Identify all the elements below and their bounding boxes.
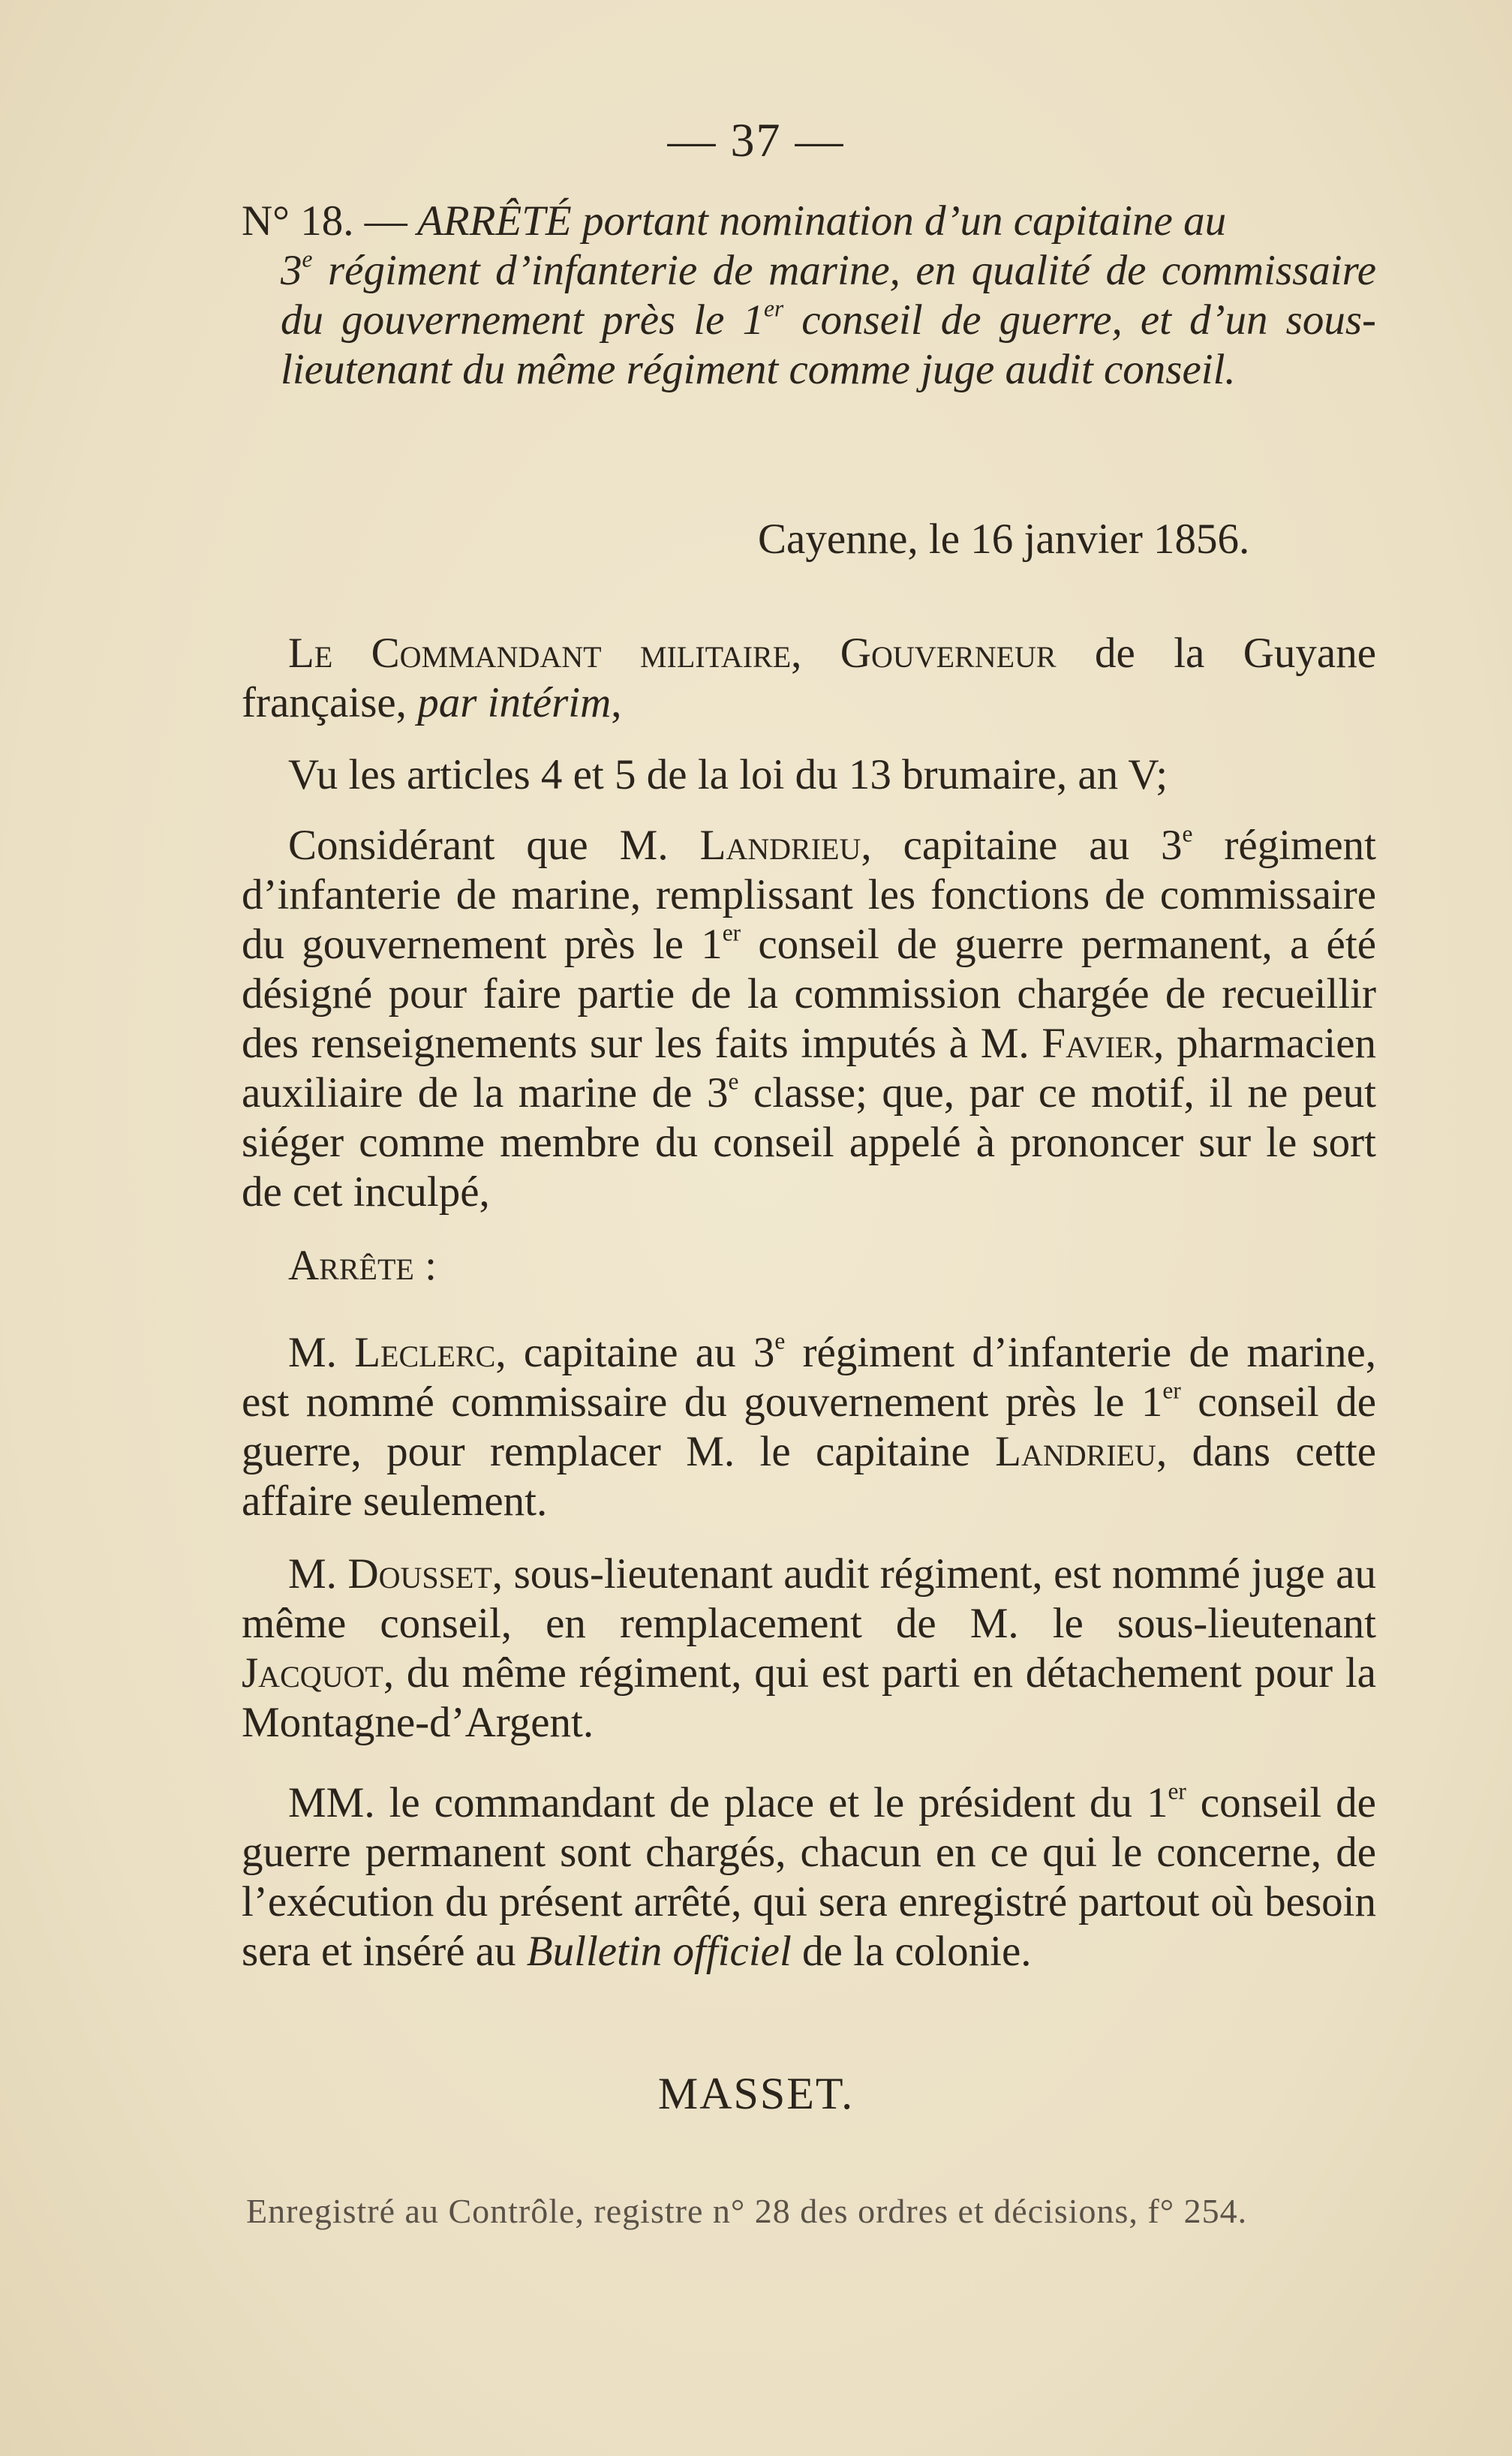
decree-title [242,197,1376,395]
art3-sup-1: er [1168,1778,1186,1805]
cons-d: conseil de guerre permanent, a été désigné pour faire partie de la commission chargée de recueillir des renseignements sur les faits imputés à M. [242,921,1376,1067]
commandant-rest: de la Guyane française, [242,630,1376,726]
art3-c: de la colonie. [791,1928,1032,1975]
cons-f: classe; que, par ce motif, il ne peut siéger comme membre du conseil appelé à prononcer sur le sort de cet inculpé, [242,1069,1376,1216]
name-landrieu: Landrieu [699,822,861,869]
cons-sup-3: e [728,1068,739,1095]
name-leclerc: Leclerc [354,1329,496,1376]
commandant-end: , [611,679,622,726]
cons-e: , pharmacien auxiliaire de la marine de 3 [242,1020,1376,1117]
art1-b: , capitaine au 3 [495,1329,775,1376]
title-text-2b: régiment d’infanterie de marine, en qualité de commissaire du gouvernement près le 1 [281,247,1376,344]
art1-sup-2: er [1162,1377,1181,1404]
name-dousset: Dousset [347,1550,492,1598]
bulletin-officiel: Bulletin officiel [526,1928,792,1975]
commandant-interim: par intérim [417,679,612,726]
art3-b: conseil de guerre permanent sont chargés, chacun en ce qui le concerne, de l’exécution du présent arrêté, qui sera enregistré partout où besoin sera et inséré au [242,1779,1376,1975]
commandant-title: Le Commandant militaire, Gouverneur [288,630,1057,677]
art1-d: conseil de guerre, pour remplacer M. le capitaine [242,1378,1376,1475]
title-continuation [242,246,1376,395]
cons-c: régiment d’infanterie de marine, remplissant les fonctions de commissaire du gouvernement près le 1 [242,822,1377,968]
art3-a: MM. le commandant de place et le président du 1 [288,1779,1168,1826]
registration-note: Enregistré au Contrôle, registre n° 28 des ordres et décisions, f° 254. [246,2192,1248,2230]
decree-number: N° 18. [242,197,354,245]
title-text-1: ARRÊTÉ portant nomination d’un capitaine au [416,197,1227,245]
title-text-2c: conseil de guerre, et d’un sous-lieutenant du même régiment comme juge audit conseil. [281,296,1376,393]
article-2 [242,1550,1376,1748]
article-3 [242,1778,1376,1977]
title-sup-2: er [764,295,784,322]
name-favier: Favier [1042,1020,1154,1067]
art2-c: , du même régiment, qui est parti en détachement pour la Montagne-d’Argent. [242,1649,1376,1746]
vu-text: Vu les articles 4 et 5 de la loi du 13 brumaire, an V; [288,751,1168,798]
art2-a: M. [288,1550,348,1598]
name-landrieu-2: Landrieu [995,1428,1156,1475]
paragraph-vu [242,750,1376,800]
title-text-2a: 3 [281,247,302,294]
article-1 [242,1328,1376,1526]
cons-a: Considérant que M. [288,822,700,869]
paragraph-commandant [242,629,1376,728]
place-date: Cayenne, le 16 janvier 1856. [758,516,1250,563]
arrete-heading: Arrête : [288,1242,437,1289]
cons-sup-1: e [1182,820,1193,847]
title-dash: — [364,197,407,245]
paragraph-considerant [242,821,1376,1217]
cons-sup-2: er [722,919,741,946]
cons-b: , capitaine au 3 [861,822,1183,869]
art1-a: M. [288,1329,355,1376]
paragraph-arrete [242,1241,1376,1291]
art2-b: , sous-lieutenant audit régiment, est nommé juge au même conseil, en remplacement de M. le sous-lieutenant [242,1550,1376,1647]
art1-sup-1: e [774,1327,786,1354]
name-jacquot: Jacquot [242,1649,383,1697]
title-sup-1: e [302,245,313,272]
art1-c: régiment d’infanterie de marine, est nommé commissaire du gouvernement près le 1 [242,1329,1377,1426]
art1-e: , dans cette affaire seulement. [242,1428,1376,1525]
page-number: — 37 — [667,113,845,167]
signature: MASSET. [657,2069,855,2118]
